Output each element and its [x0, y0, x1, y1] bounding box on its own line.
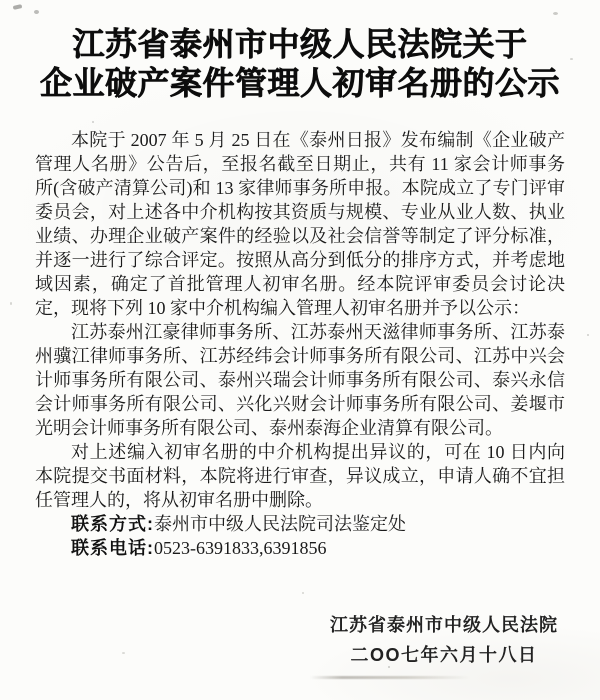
- scan-speckle: [553, 12, 558, 15]
- signature-date: 二OO七年六月十八日: [350, 645, 538, 665]
- contact-method-value: 泰州市中级人民法院司法鉴定处: [154, 514, 406, 534]
- document-body: [35, 128, 565, 560]
- scan-speckle: [302, 592, 304, 594]
- scan-smudge: [310, 676, 470, 679]
- scan-speckle: [10, 302, 12, 305]
- contact-method-label: 联系方式:: [71, 514, 154, 534]
- page-title: [0, 0, 600, 103]
- contact-phone-line: [35, 536, 565, 560]
- scan-speckle: [587, 334, 589, 336]
- page-title-line-2: 企业破产案件管理人初审名册的公示: [39, 65, 560, 101]
- contact-phone-value: 0523-6391833,6391856: [154, 538, 327, 558]
- paragraph-intro: 本院于 2007 年 5 月 25 日在《泰州日报》发布编制《企业破产管理人名册》公告后，至报名截至日期止，共有 11 家会计师事务所(含破产清算公司)和 13 家律师事务所申报。本院成立了专门评审委员会，对上述各中介机构按其资质与规模、专业从业人数、执业业绩、办理企业破产案件的经验以及社会信誉等制定了评分标准，并逐一进行了综合评定。按照从高分到低分的排序方式，并考虑地域因素，确定了首批管理人初审名册。经本院评审委员会讨论决定，现将下列 10 家中介机构编入管理人初审名册并予以公示：: [35, 130, 565, 318]
- page-title-line-1: 江苏省泰州市中级人民法院关于: [72, 26, 528, 62]
- signature-block: [330, 610, 558, 670]
- paragraph-objection: 对上述编入初审名册的中介机构提出异议的，可在 10 日内向本院提交书面材料，本院将进行审查，异议成立，申请人确不宜担任管理人的，将从初审名册中删除。: [35, 442, 565, 510]
- contact-method-line: [35, 512, 565, 536]
- scan-speckle: [34, 10, 39, 14]
- scan-speckle: [92, 121, 94, 123]
- scan-speckle: [122, 652, 125, 654]
- paragraph-firm-list: 江苏泰州江豪律师事务所、江苏泰州天滋律师事务所、江苏泰州骥江律师事务所、江苏经纬会计师事务所有限公司、江苏中兴会计师事务所有限公司、泰州兴瑞会计师事务所有限公司、泰兴永信会计师事务所有限公司、兴化兴财会计师事务所有限公司、姜堰市光明会计师事务所有限公司、泰州泰海企业清算有限公司。: [35, 322, 565, 438]
- contact-phone-label: 联系电话:: [71, 538, 154, 558]
- signature-issuer: 江苏省泰州市中级人民法院: [330, 615, 558, 635]
